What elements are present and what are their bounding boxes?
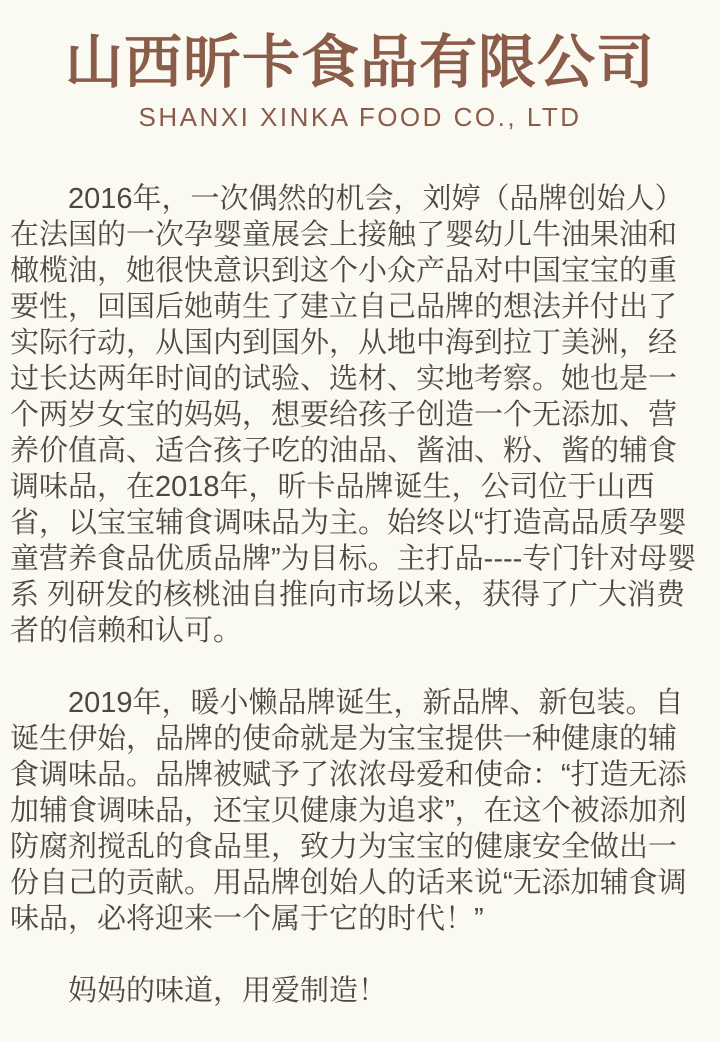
company-title: 山西昕卡食品有限公司 xyxy=(64,30,655,95)
masthead xyxy=(0,0,720,132)
company-intro-text xyxy=(0,181,720,1009)
paragraph-brand-origin-2016: 2016年，一次偶然的机会，刘婷（品牌创始人）在法国的一次孕婴童展会上接触了婴幼儿牛油果油和橄榄油，她很快意识到这个小众产品对中国宝宝的重要性，回国后她萌生了建立自己品牌的想法并付出了实际行动，从国内到国外，从地中海到拉丁美洲，经过长达两年时间的试验、选材、实地考察。她也是一个两岁女宝的妈妈，想要给孩子创造一个无添加、营养价值高、适合孩子吃的油品、酱油、粉、酱的辅食调味品，在2018年，昕卡品牌诞生，公司位于山西省，以宝宝辅食调味品为主。始终以“打造高品质孕婴童营养食品优质品牌”为目标。主打品----专门针对母婴系 列研发的核桃油自推向市场以来，获得了广大消费者的信赖和认可。 xyxy=(10,183,697,647)
paragraph-slogan: 妈妈的味道，用爱制造！ xyxy=(68,975,388,1007)
company-subtitle-en: SHANXI XINKA FOOD CO., LTD xyxy=(138,102,582,132)
paragraph-brand-2019: 2019年，暖小懒品牌诞生，新品牌、新包装。自诞生伊始，品牌的使命就是为宝宝提供一种健康的辅食调味品。品牌被赋予了浓浓母爱和使命：“打造无添加辅食调味品，还宝贝健康为追求”，在这个被添加剂防腐剂搅乱的食品里，致力为宝宝的健康安全做出一份自己的贡献。用品牌创始人的话来说“无添加辅食调味品，必将迎来一个属于它的时代！” xyxy=(10,687,687,935)
